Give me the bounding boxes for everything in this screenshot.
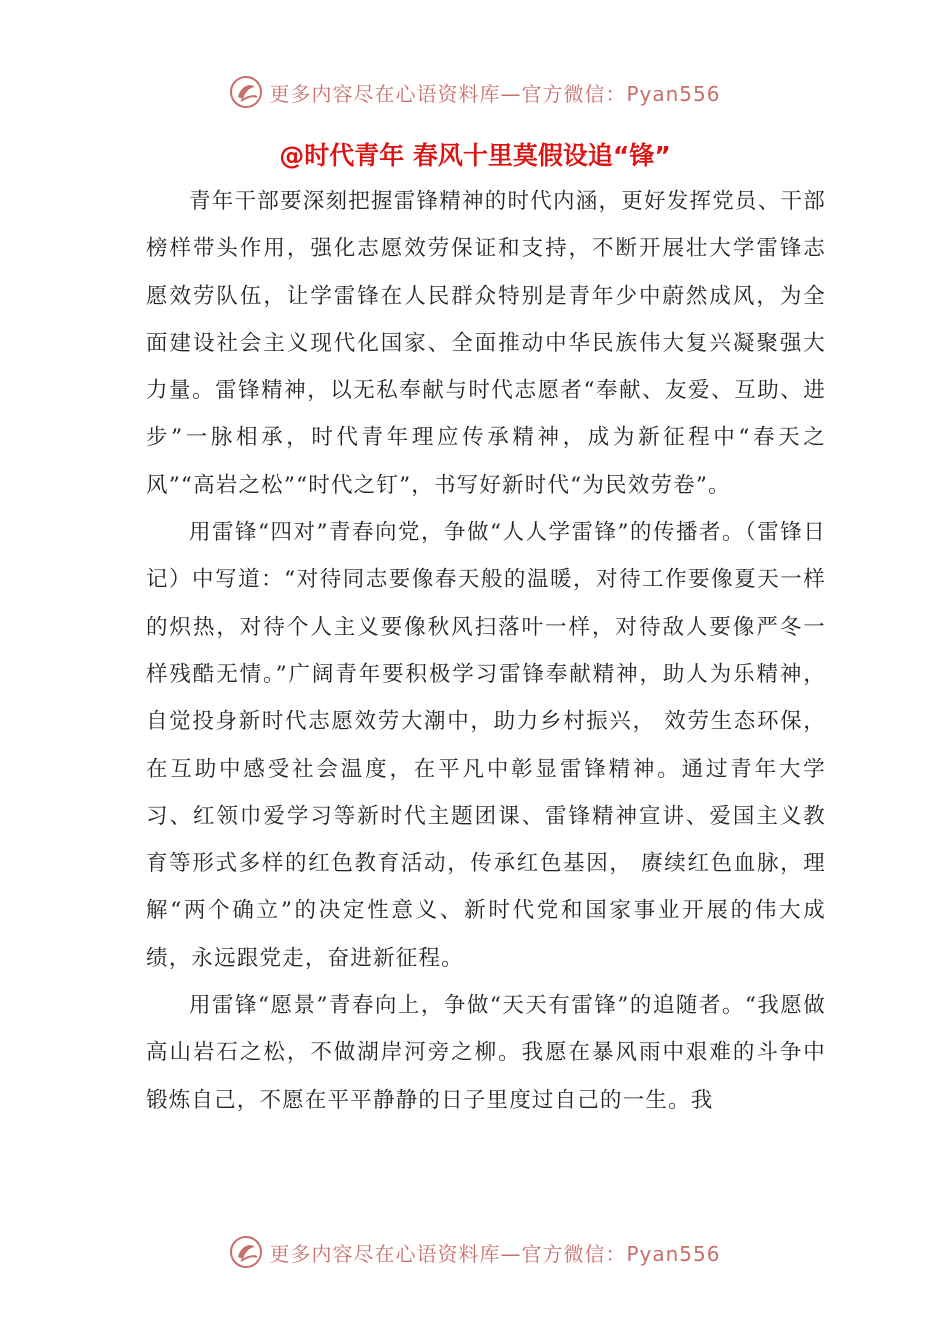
document-title: @时代青年 春风十里莫假设追“锋”: [279, 141, 671, 170]
document-body: [146, 178, 826, 1124]
banner-text: 更多内容尽在心语资料库—官方微信：Pyan556: [269, 81, 721, 106]
footer-banner: [0, 1232, 950, 1272]
swirl-logo-icon: [229, 1235, 263, 1269]
paragraph: 用雷锋“四对”青春向党，争做“人人学雷锋”的传播者。（雷锋日记）中写道：“对待同志要像春天般的温暖，对待工作要像夏天一样的炽热，对待个人主义要像秋风扫落叶一样，对待敌人要像严冬一样残酷无情。”广阔青年要积极学习雷锋奉献精神，助人为乐精神，自觉投身新时代志愿效劳大潮中，助力乡村振兴， 效劳生态环保，在互助中感受社会温度，在平凡中彰显雷锋精神。通过青年大学习、红领巾爱学习等新时代主题团课、雷锋精神宣讲、爱国主义教育等形式多样的红色教育活动，传承红色基因， 赓续红色血脉，理解“两个确立”的决定性意义、新时代党和国家事业开展的伟大成绩，永远跟党走，奋进新征程。: [146, 520, 826, 971]
header-banner: [0, 72, 950, 112]
paragraph: 青年干部要深刻把握雷锋精神的时代内涵，更好发挥党员、干部榜样带头作用，强化志愿效劳保证和支持，不断开展壮大学雷锋志愿效劳队伍，让学雷锋在人民群众特别是青年少中蔚然成风，为全面建设社会主义现代化国家、全面推动中华民族伟大复兴凝聚强大力量。雷锋精神，以无私奉献与时代志愿者“奉献、友爱、互助、进步”一脉相承，时代青年理应传承精神，成为新征程中“春天之风”“高岩之松”“时代之钉”，书写好新时代“为民效劳卷”。: [146, 189, 826, 498]
paragraph: 用雷锋“愿景”青春向上，争做“天天有雷锋”的追随者。“我愿做高山岩石之松，不做湖岸河旁之柳。我愿在暴风雨中艰难的斗争中锻炼自己，不愿在平平静静的日子里度过自己的一生。我: [146, 993, 826, 1113]
banner-text: 更多内容尽在心语资料库—官方微信：Pyan556: [269, 1241, 721, 1266]
swirl-logo-icon: [229, 75, 263, 109]
